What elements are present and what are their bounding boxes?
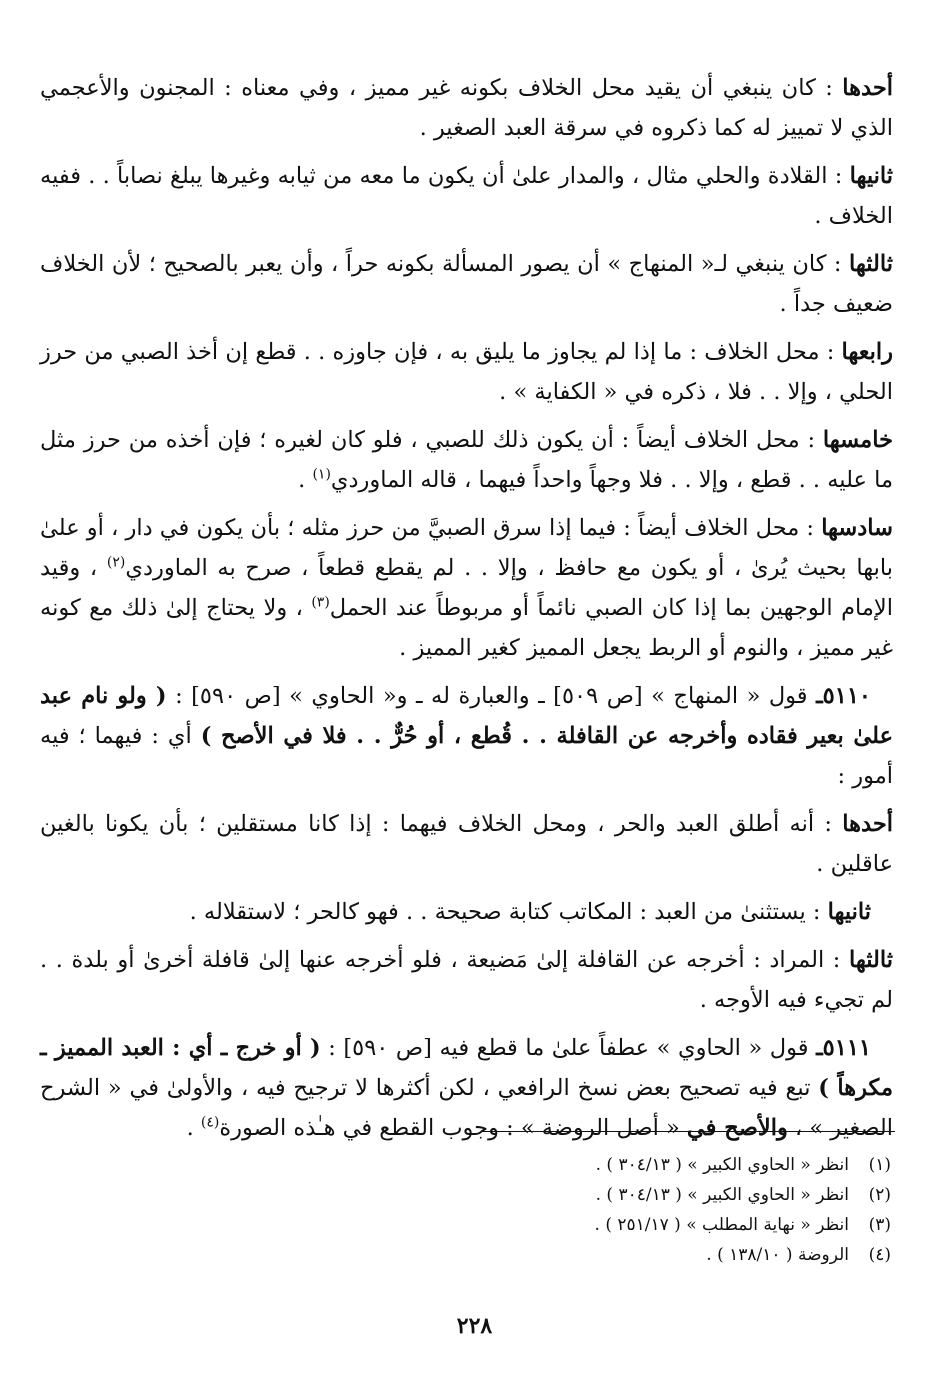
footnote-ref[interactable]: (٣) — [311, 594, 330, 611]
paragraph-3 — [40, 244, 893, 324]
paragraph-lead: أحدها — [842, 811, 893, 837]
paragraph-lead: ثانيها — [849, 163, 893, 189]
paragraph-b3 — [40, 940, 893, 1020]
footnote-text: انظر « الحاوي الكبير » ( ٣٠٤/١٣ ) . — [595, 1185, 849, 1205]
entry-quote: ( أو خرج ـ أي : العبد المميز ـ مكرهاً ) — [40, 1035, 894, 1101]
paragraph-b1 — [40, 804, 893, 884]
paragraph-lead: ثالثها — [849, 947, 893, 973]
footnote-text: الروضة ( ١٣٨/١٠ ) . — [706, 1245, 849, 1265]
paragraph-lead: خامسها — [822, 427, 893, 453]
entry-number: ٥١١٠ـ — [816, 683, 871, 709]
paragraph-2 — [40, 156, 893, 236]
entry-bold: والأصح في — [686, 1115, 788, 1141]
footnote-1 — [291, 1150, 891, 1180]
paragraph-text: : أنه أطلق العبد والحر ، ومحل الخلاف فيهما : إذا كانا مستقلين ؛ بأن يكونا بالغين عاقلين . — [40, 811, 893, 877]
entry-after: « أصل الروضة » : وجوب القطع في هـٰذه الصورة — [219, 1115, 687, 1141]
footnote-text: انظر « نهاية المطلب » ( ٢٥١/١٧ ) . — [594, 1215, 849, 1235]
footnote-number: (٤) — [868, 1245, 891, 1265]
entry-after: أي : فيهما ؛ فيه أمور : — [40, 723, 893, 789]
paragraph-lead: سادسها — [821, 515, 893, 541]
paragraph-6 — [40, 508, 893, 668]
paragraph-text: : القلادة والحلي مثال ، والمدار علىٰ أن يكون ما معه من ثيابه وغيرها يبلغ نصاباً . . ففيه الخلاف . — [40, 163, 893, 229]
footnote-separator — [482, 1131, 895, 1132]
entry-5111 — [40, 1028, 893, 1148]
paragraph-text: : كان ينبغي لـ« المنهاج » أن يصور المسألة بكونه حراً ، وأن يعبر بالصحيح ؛ لأن الخلاف ضعيف جداً . — [40, 251, 893, 317]
footnote-2 — [291, 1180, 891, 1210]
entry-intro: قول « الحاوي » عطفاً علىٰ ما قطع فيه [ص ٥٩٠] : — [320, 1035, 817, 1061]
footnote-number: (٢) — [868, 1185, 891, 1205]
page-number: ٢٢٨ — [456, 1313, 493, 1339]
paragraph-lead: ثانيها — [827, 899, 871, 925]
entry-5110 — [40, 676, 893, 796]
paragraph-text: : محل الخلاف أيضاً : فيما إذا سرق الصبيَّ من حرز مثله ؛ بأن يكون في دار ، أو علىٰ بابها بحيث يُرىٰ ، أو يكون مع حافظ ، وإلا . . لم يقطع قطعاً ، صرح به الماوردي — [40, 515, 893, 581]
footnote-number: (٣) — [868, 1215, 891, 1235]
paragraph-text: : يستثنىٰ من العبد : المكاتب كتابة صحيحة . . فهو كالحر ؛ لاستقلاله . — [189, 899, 828, 925]
entry-quote: ( ولو نام عبد علىٰ بعير فقاده وأخرجه عن القافلة . . قُطع ، أو حُرٌّ . . فلا في الأصح ) — [40, 683, 893, 749]
paragraph-4 — [40, 332, 893, 412]
paragraph-tail: ، ولا يحتاج إلىٰ ذلك مع كونه غير مميز ، والنوم أو الربط يجعل المميز كغير المميز . — [40, 595, 893, 661]
footnote-ref[interactable]: (٢) — [106, 554, 126, 571]
footnote-4 — [291, 1240, 891, 1270]
paragraph-tail: . — [298, 467, 313, 493]
footnotes — [291, 1150, 891, 1270]
footnote-ref[interactable]: (٤) — [200, 1114, 220, 1131]
footnote-text: انظر « الحاوي الكبير » ( ٣٠٤/١٣ ) . — [595, 1155, 849, 1175]
footnote-3 — [291, 1210, 891, 1240]
entry-after: تبع فيه تصحيح بعض نسخ الرافعي ، لكن أكثرها لا ترجيح فيه ، والأولىٰ في « الشرح الصغير » ، — [40, 1075, 893, 1141]
entry-number: ٥١١١ـ — [816, 1035, 871, 1061]
paragraph-text: : محل الخلاف أيضاً : أن يكون ذلك للصبي ، فلو كان لغيره ؛ فإن أخذه من حرز مثل ما عليه . . قطع ، وإلا . . فلا وجهاً واحداً فيهما ، قاله الماوردي — [40, 427, 893, 493]
paragraph-lead: ثالثها — [849, 251, 893, 277]
footnote-ref[interactable]: (١) — [312, 466, 331, 483]
paragraph-lead: أحدها — [842, 75, 893, 101]
entry-intro: قول « المنهاج » [ص ٥٠٩] ـ والعبارة له ـ و« الحاوي » [ص ٥٩٠] : — [166, 683, 817, 709]
paragraph-tail: ، وقيد الإمام الوجهين بما إذا كان الصبي نائماً أو مربوطاً عند الحمل — [40, 555, 893, 621]
entry-tail: . — [186, 1115, 201, 1141]
footnote-number: (١) — [868, 1155, 891, 1175]
paragraph-1 — [40, 68, 893, 148]
main-text — [40, 68, 893, 1156]
paragraph-text: : المراد : أخرجه عن القافلة إلىٰ مَضيعة ، فلو أخرجه عنها إلىٰ قافلة أخرىٰ أو بلدة . . لم تجيء فيه الأوجه . — [40, 947, 893, 1013]
paragraph-text: : كان ينبغي أن يقيد محل الخلاف بكونه غير مميز ، وفي معناه : المجنون والأعجمي الذي لا تمييز له كما ذكروه في سرقة العبد الصغير . — [40, 75, 893, 141]
paragraph-b2 — [40, 892, 893, 932]
paragraph-text: : محل الخلاف : ما إذا لم يجاوز ما يليق به ، فإن جاوزه . . قطع إن أخذ الصبي من حرز الحلي ، وإلا . . فلا ، ذكره في « الكفاية » . — [40, 339, 893, 405]
paragraph-lead: رابعها — [841, 339, 893, 365]
paragraph-5 — [40, 420, 893, 500]
